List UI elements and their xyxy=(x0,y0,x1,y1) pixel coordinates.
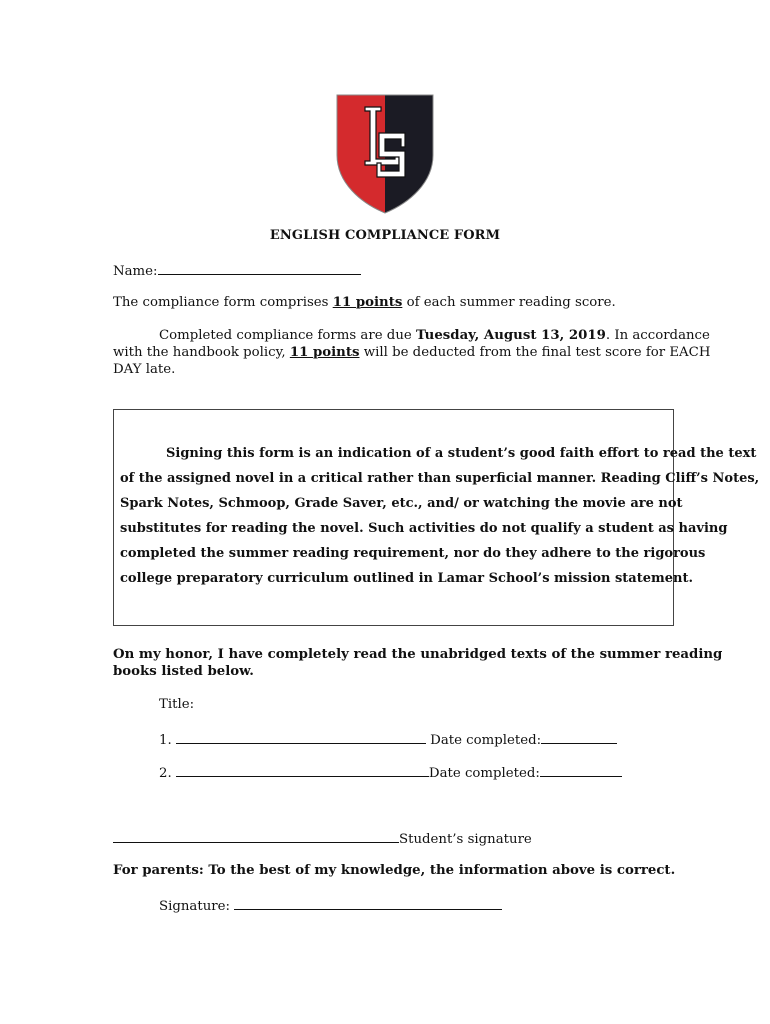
statement-line: substitutes for reading the novel. Such activities do not qualify a student as having xyxy=(120,521,728,536)
student-signature-row xyxy=(113,829,532,848)
title-label: Title: xyxy=(159,697,195,712)
due-line-3: DAY late. xyxy=(113,362,176,377)
student-signature-field[interactable] xyxy=(113,829,399,843)
points-value: 11 points xyxy=(332,295,403,310)
policy-text-end: will be deducted from the final test score for EACH xyxy=(359,345,711,360)
due-line-1 xyxy=(159,327,710,344)
book-number: 2. xyxy=(159,766,172,781)
parents-statement: For parents: To the best of my knowledge, the information above is correct. xyxy=(113,863,676,878)
name-label: Name: xyxy=(113,264,158,279)
student-signature-label: Student’s signature xyxy=(399,832,532,847)
statement-line: Signing this form is an indication of a student’s good faith effort to read the text xyxy=(166,446,757,461)
statement-text xyxy=(120,441,760,591)
policy-text: with the handbook policy, xyxy=(113,345,290,360)
date-completed-field[interactable] xyxy=(541,730,617,744)
honor-line-1: On my honor, I have completely read the unabridged texts of the summer reading xyxy=(113,647,723,662)
honor-line-2: books listed below. xyxy=(113,664,254,679)
due-line-2 xyxy=(113,344,710,361)
date-completed-label: Date completed: xyxy=(430,733,542,748)
book-title-field[interactable] xyxy=(176,763,429,777)
book-row-2 xyxy=(159,763,622,782)
points-sentence-end: of each summer reading score. xyxy=(402,295,616,310)
name-field[interactable] xyxy=(158,261,361,275)
points-sentence xyxy=(113,294,616,311)
points-sentence-text: The compliance form comprises xyxy=(113,295,333,310)
due-text-end: . In accordance xyxy=(605,328,710,343)
form-title: ENGLISH COMPLIANCE FORM xyxy=(269,228,501,243)
date-completed-field[interactable] xyxy=(540,763,622,777)
due-text: Completed compliance forms are due xyxy=(159,328,416,343)
school-crest-logo xyxy=(335,93,435,215)
statement-line: completed the summer reading requirement, nor do they adhere to the rigorous xyxy=(120,546,706,561)
parent-signature-field[interactable] xyxy=(234,896,502,910)
book-number: 1. xyxy=(159,733,172,748)
name-row xyxy=(113,261,361,280)
statement-line: college preparatory curriculum outlined in Lamar School’s mission statement. xyxy=(120,571,693,586)
book-row-1 xyxy=(159,730,617,749)
book-title-field[interactable] xyxy=(176,730,426,744)
statement-line: of the assigned novel in a critical rather than superficial manner. Reading Cliff’s Notes, xyxy=(120,471,760,486)
due-date: Tuesday, August 13, 2019 xyxy=(415,328,606,343)
deduction-points: 11 points xyxy=(289,345,360,360)
date-completed-label: Date completed: xyxy=(428,766,540,781)
parent-signature-row xyxy=(159,896,502,915)
signature-label: Signature: xyxy=(159,899,230,914)
statement-line: Spark Notes, Schmoop, Grade Saver, etc., and/ or watching the movie are not xyxy=(120,496,683,511)
